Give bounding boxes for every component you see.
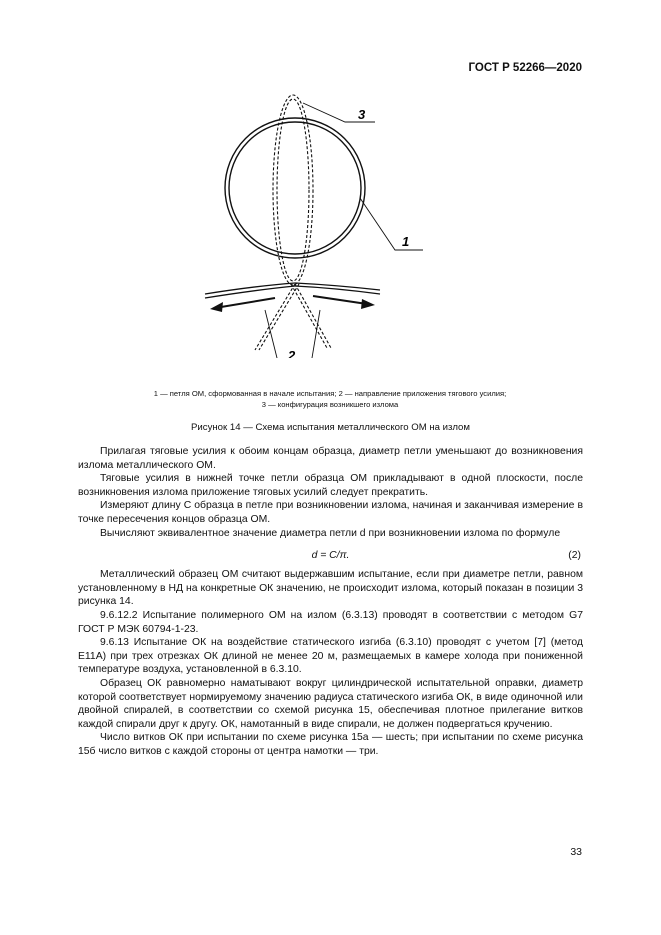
leader-line-2a bbox=[265, 310, 280, 358]
formula-number: (2) bbox=[568, 550, 581, 562]
kinked-leg-left bbox=[255, 284, 295, 350]
kinked-leg-right-2 bbox=[295, 284, 331, 348]
pull-arrowhead-left bbox=[210, 302, 223, 312]
figure-label-1: 1 bbox=[402, 234, 410, 249]
pull-arrow-right bbox=[313, 296, 367, 304]
figure-label-2: 2 bbox=[288, 348, 296, 358]
figure-caption: Рисунок 14 — Схема испытания металлического ОМ на излом bbox=[191, 422, 470, 433]
figure-14-diagram bbox=[195, 88, 435, 363]
paragraph: Число витков ОК при испытании по схеме рисунка 15а — шесть; при испытании по схеме рисунка 15б число витков с каждой стороны от центра намотки — три. bbox=[78, 732, 583, 757]
paragraph: Металлический образец ОМ считают выдержавшим испытание, если при диаметре петли, равном установленному в НД на конкретные ОК значению, не происходит излома, который показан в позиции 3 рисунка 14. bbox=[78, 569, 583, 608]
loop-test-diagram bbox=[195, 88, 435, 358]
figure-legend-line-2: 3 — конфигурация возникшего излома bbox=[261, 400, 399, 409]
figure-legend-line-1: 1 — петля ОМ, сформованная в начале испытания; 2 — направление приложения тягового усилия; bbox=[153, 389, 507, 398]
document-body bbox=[78, 445, 583, 758]
paragraph: Образец ОК равномерно наматывают вокруг цилиндрической испытательной оправки, диаметр которой соответствует нормируемому значению радиуса статического изгиба ОК, в виде одиночной или двойной спиралей, в соответствии со схемой рисунка 15, обеспечивая плотное прилегание витков каждой спирали друг к другу. ОК, намотанный в виде спирали, не должен подвергаться кручению. bbox=[78, 677, 583, 730]
paragraph: Вычисляют эквивалентное значение диаметра петли d при возникновении излома по формуле bbox=[100, 527, 561, 539]
pull-arrowhead-right bbox=[361, 299, 375, 309]
paragraph: 9.6.12.2 Испытание полимерного ОМ на излом (6.3.13) проводят в соответствии с методом G7 ГОСТ Р МЭК 60794-1-23. bbox=[78, 609, 583, 635]
paragraph: Тяговые усилия в нижней точке петли образца ОМ прикладывают в одной плоскости, после возникновения излома приложение тяговых усилий следует прекратить. bbox=[78, 473, 583, 498]
leader-line-1 bbox=[360, 198, 423, 250]
cable-end-left bbox=[205, 283, 295, 294]
formula-block bbox=[78, 546, 583, 568]
cable-end-right-2 bbox=[295, 286, 380, 294]
loop-circle-outer bbox=[225, 118, 365, 258]
pull-arrow-left bbox=[215, 298, 275, 308]
figure-legend bbox=[60, 388, 600, 410]
page-number: 33 bbox=[570, 846, 582, 858]
document-standard-header: ГОСТ Р 52266—2020 bbox=[468, 62, 582, 74]
paragraph: 9.6.13 Испытание ОК на воздействие статического изгиба (6.3.10) проводят с учетом [7] (метод E11A) при трех отрезках ОК длиной не менее 20 м, размещаемых в камере холода при пониженной температуре воздуха, установленной в 6.3.10. bbox=[78, 637, 583, 676]
formula-expression: d = C/π. bbox=[311, 550, 350, 562]
figure-label-3: 3 bbox=[358, 107, 366, 122]
paragraph: Прилагая тяговые усилия к обоим концам образца, диаметр петли уменьшают до возникновения излома металлического ОМ. bbox=[78, 446, 583, 471]
kinked-leg-left-2 bbox=[259, 284, 299, 350]
loop-circle-inner bbox=[229, 122, 361, 254]
kinked-leg-right bbox=[291, 284, 327, 348]
paragraph: Измеряют длину C образца в петле при возникновении излома, начиная и заканчивая измерение в точке пересечения концов образца ОМ. bbox=[78, 500, 583, 525]
